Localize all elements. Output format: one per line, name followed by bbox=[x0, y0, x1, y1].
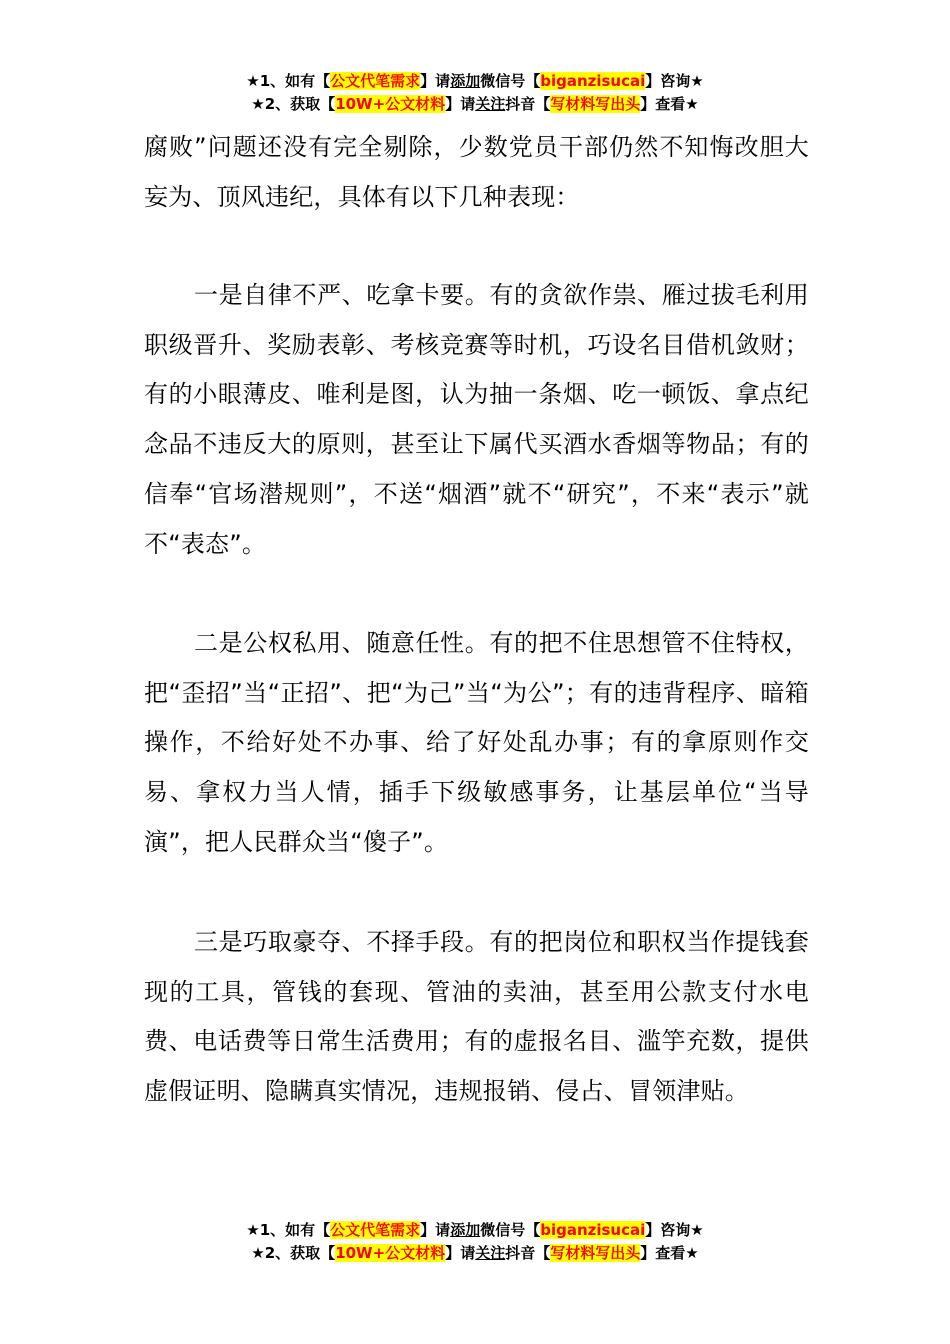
footer-underlined-add: 添加 bbox=[450, 1221, 481, 1239]
document-body bbox=[144, 123, 809, 222]
footer-line-2 bbox=[0, 1242, 950, 1265]
footer-line1-text-g: 】咨询★ bbox=[645, 1221, 704, 1239]
footer-line1-text-a: ★1、如有【 bbox=[246, 1221, 331, 1239]
footer-line2-text-c: 】请 bbox=[445, 1244, 476, 1262]
header-underlined-follow: 关注 bbox=[475, 95, 506, 113]
footer-highlight-douyin-account: 写材料写出头 bbox=[550, 1244, 641, 1262]
footer-highlight-writing-service: 公文代笔需求 bbox=[330, 1221, 421, 1239]
header-highlight-materials: 10W+公文材料 bbox=[335, 95, 446, 113]
header-line1-text-c: 】请 bbox=[420, 72, 451, 90]
header-line1-text-g: 】咨询★ bbox=[645, 72, 704, 90]
header-line2-text-a: ★2、获取【 bbox=[251, 95, 336, 113]
paragraph-first-point: 一是自律不严、吃拿卡要。有的贪欲作祟、雁过拔毛利用职级晋升、奖励表彰、考核竞赛等时机，巧设名目借机敛财；有的小眼薄皮、唯利是图，认为抽一条烟、吃一顿饭、拿点纪念品不违反大的原则，甚至让下属代买酒水香烟等物品；有的信奉“官场潜规则”，不送“烟酒”就不“研究”，不来“表示”就不“表态”。 bbox=[144, 281, 809, 558]
header-underlined-add: 添加 bbox=[450, 72, 481, 90]
header-highlight-douyin-account: 写材料写出头 bbox=[550, 95, 641, 113]
footer-line-1 bbox=[0, 1219, 950, 1242]
header-line2-text-e: 抖音【 bbox=[505, 95, 551, 113]
header-highlight-writing-service: 公文代笔需求 bbox=[330, 72, 421, 90]
paragraph-second-point: 二是公权私用、随意任性。有的把不住思想管不住特权，把“歪招”当“正招”、把“为己”当“为公”；有的违背程序、暗箱操作，不给好处不办事、给了好处乱办事；有的拿原则作交易、拿权力当人情，插手下级敏感事务，让基层单位“当导演”，把人民群众当“傻子”。 bbox=[144, 629, 809, 856]
header-line2-text-g: 】查看★ bbox=[640, 95, 699, 113]
footer-highlight-wechat-id: biganzisucai bbox=[540, 1221, 646, 1239]
footer-line2-text-g: 】查看★ bbox=[640, 1244, 699, 1262]
paragraph-third-point: 三是巧取豪夺、不择手段。有的把岗位和职权当作提钱套现的工具，管钱的套现、管油的卖油，甚至用公款支付水电费、电话费等日常生活费用；有的虚报名目、滥竽充数，提供虚假证明、隐瞒真实情况，违规报销、侵占、冒领津贴。 bbox=[144, 928, 809, 1106]
footer-line1-text-e: 微信号【 bbox=[480, 1221, 541, 1239]
footer-banner bbox=[0, 1219, 950, 1265]
footer-underlined-follow: 关注 bbox=[475, 1244, 506, 1262]
footer-line1-text-c: 】请 bbox=[420, 1221, 451, 1239]
header-highlight-wechat-id: biganzisucai bbox=[540, 72, 646, 90]
document-body bbox=[144, 619, 809, 868]
header-line-2 bbox=[0, 93, 950, 116]
header-line2-text-c: 】请 bbox=[445, 95, 476, 113]
footer-line2-text-e: 抖音【 bbox=[505, 1244, 551, 1262]
document-body bbox=[144, 918, 809, 1117]
footer-highlight-materials: 10W+公文材料 bbox=[335, 1244, 446, 1262]
footer-line2-text-a: ★2、获取【 bbox=[251, 1244, 336, 1262]
header-line-1 bbox=[0, 70, 950, 93]
header-banner bbox=[0, 70, 950, 116]
document-body bbox=[144, 271, 809, 569]
header-line1-text-e: 微信号【 bbox=[480, 72, 541, 90]
paragraph-continuation: 腐败”问题还没有完全剔除，少数党员干部仍然不知悔改胆大妄为、顶风违纪，具体有以下几种表现： bbox=[144, 133, 809, 211]
header-line1-text-a: ★1、如有【 bbox=[246, 72, 331, 90]
